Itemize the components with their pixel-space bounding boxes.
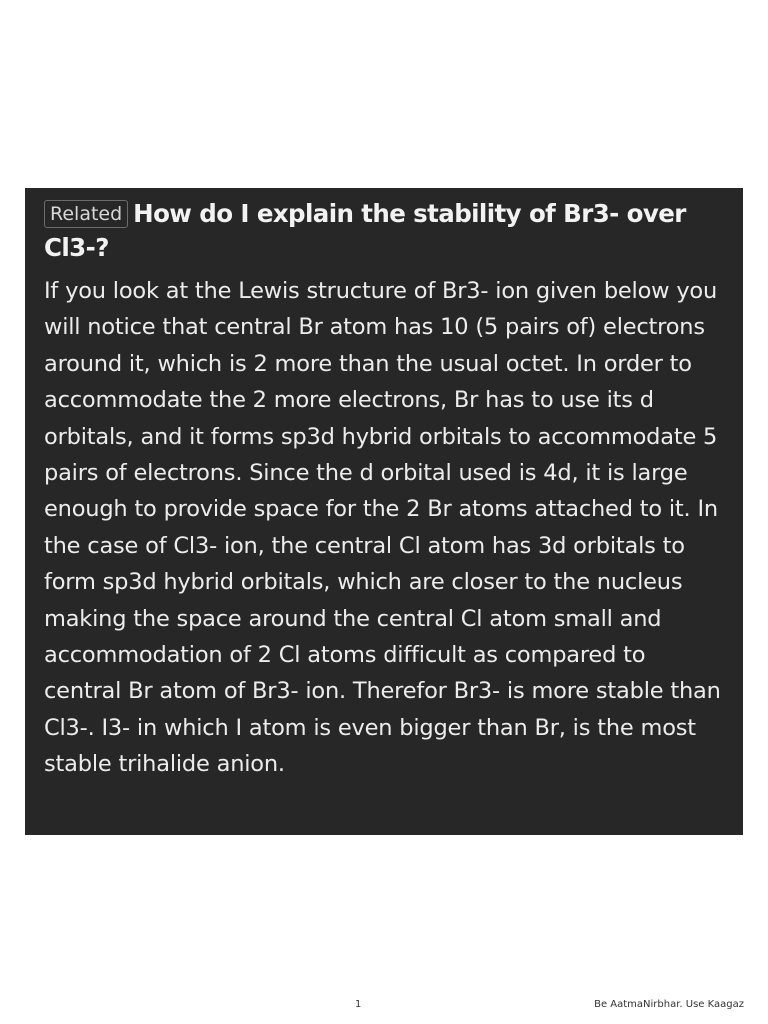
- question-heading[interactable]: [44, 197, 727, 265]
- related-badge: Related: [44, 200, 128, 228]
- page-number: 1: [355, 999, 362, 1010]
- footer-watermark: Be AatmaNirbhar. Use Kaagaz: [594, 999, 744, 1010]
- question-title[interactable]: How do I explain the stability of Br3- over Cl3-?: [44, 199, 686, 262]
- answer-card: [25, 188, 743, 835]
- answer-text: If you look at the Lewis structure of Br3- ion given below you will notice that central Br atom has 10 (5 pairs of) electrons around it, which is 2 more than the usual octet. In order to accommodate the 2 more electrons, Br has to use its d orbitals, and it forms sp3d hybrid orbitals to accommodate 5 pairs of electrons. Since the d orbital used is 4d, it is large enough to provide space for the 2 Br atoms attached to it. In the case of Cl3- ion, the central Cl atom has 3d orbitals to form sp3d hybrid orbitals, which are closer to the nucleus making the space around the central Cl atom small and accommodation of 2 Cl atoms difficult as compared to central Br atom of Br3- ion. Therefor Br3- is more stable than Cl3-. I3- in which I atom is even bigger than Br, is the most stable trihalide anion.: [44, 278, 721, 778]
